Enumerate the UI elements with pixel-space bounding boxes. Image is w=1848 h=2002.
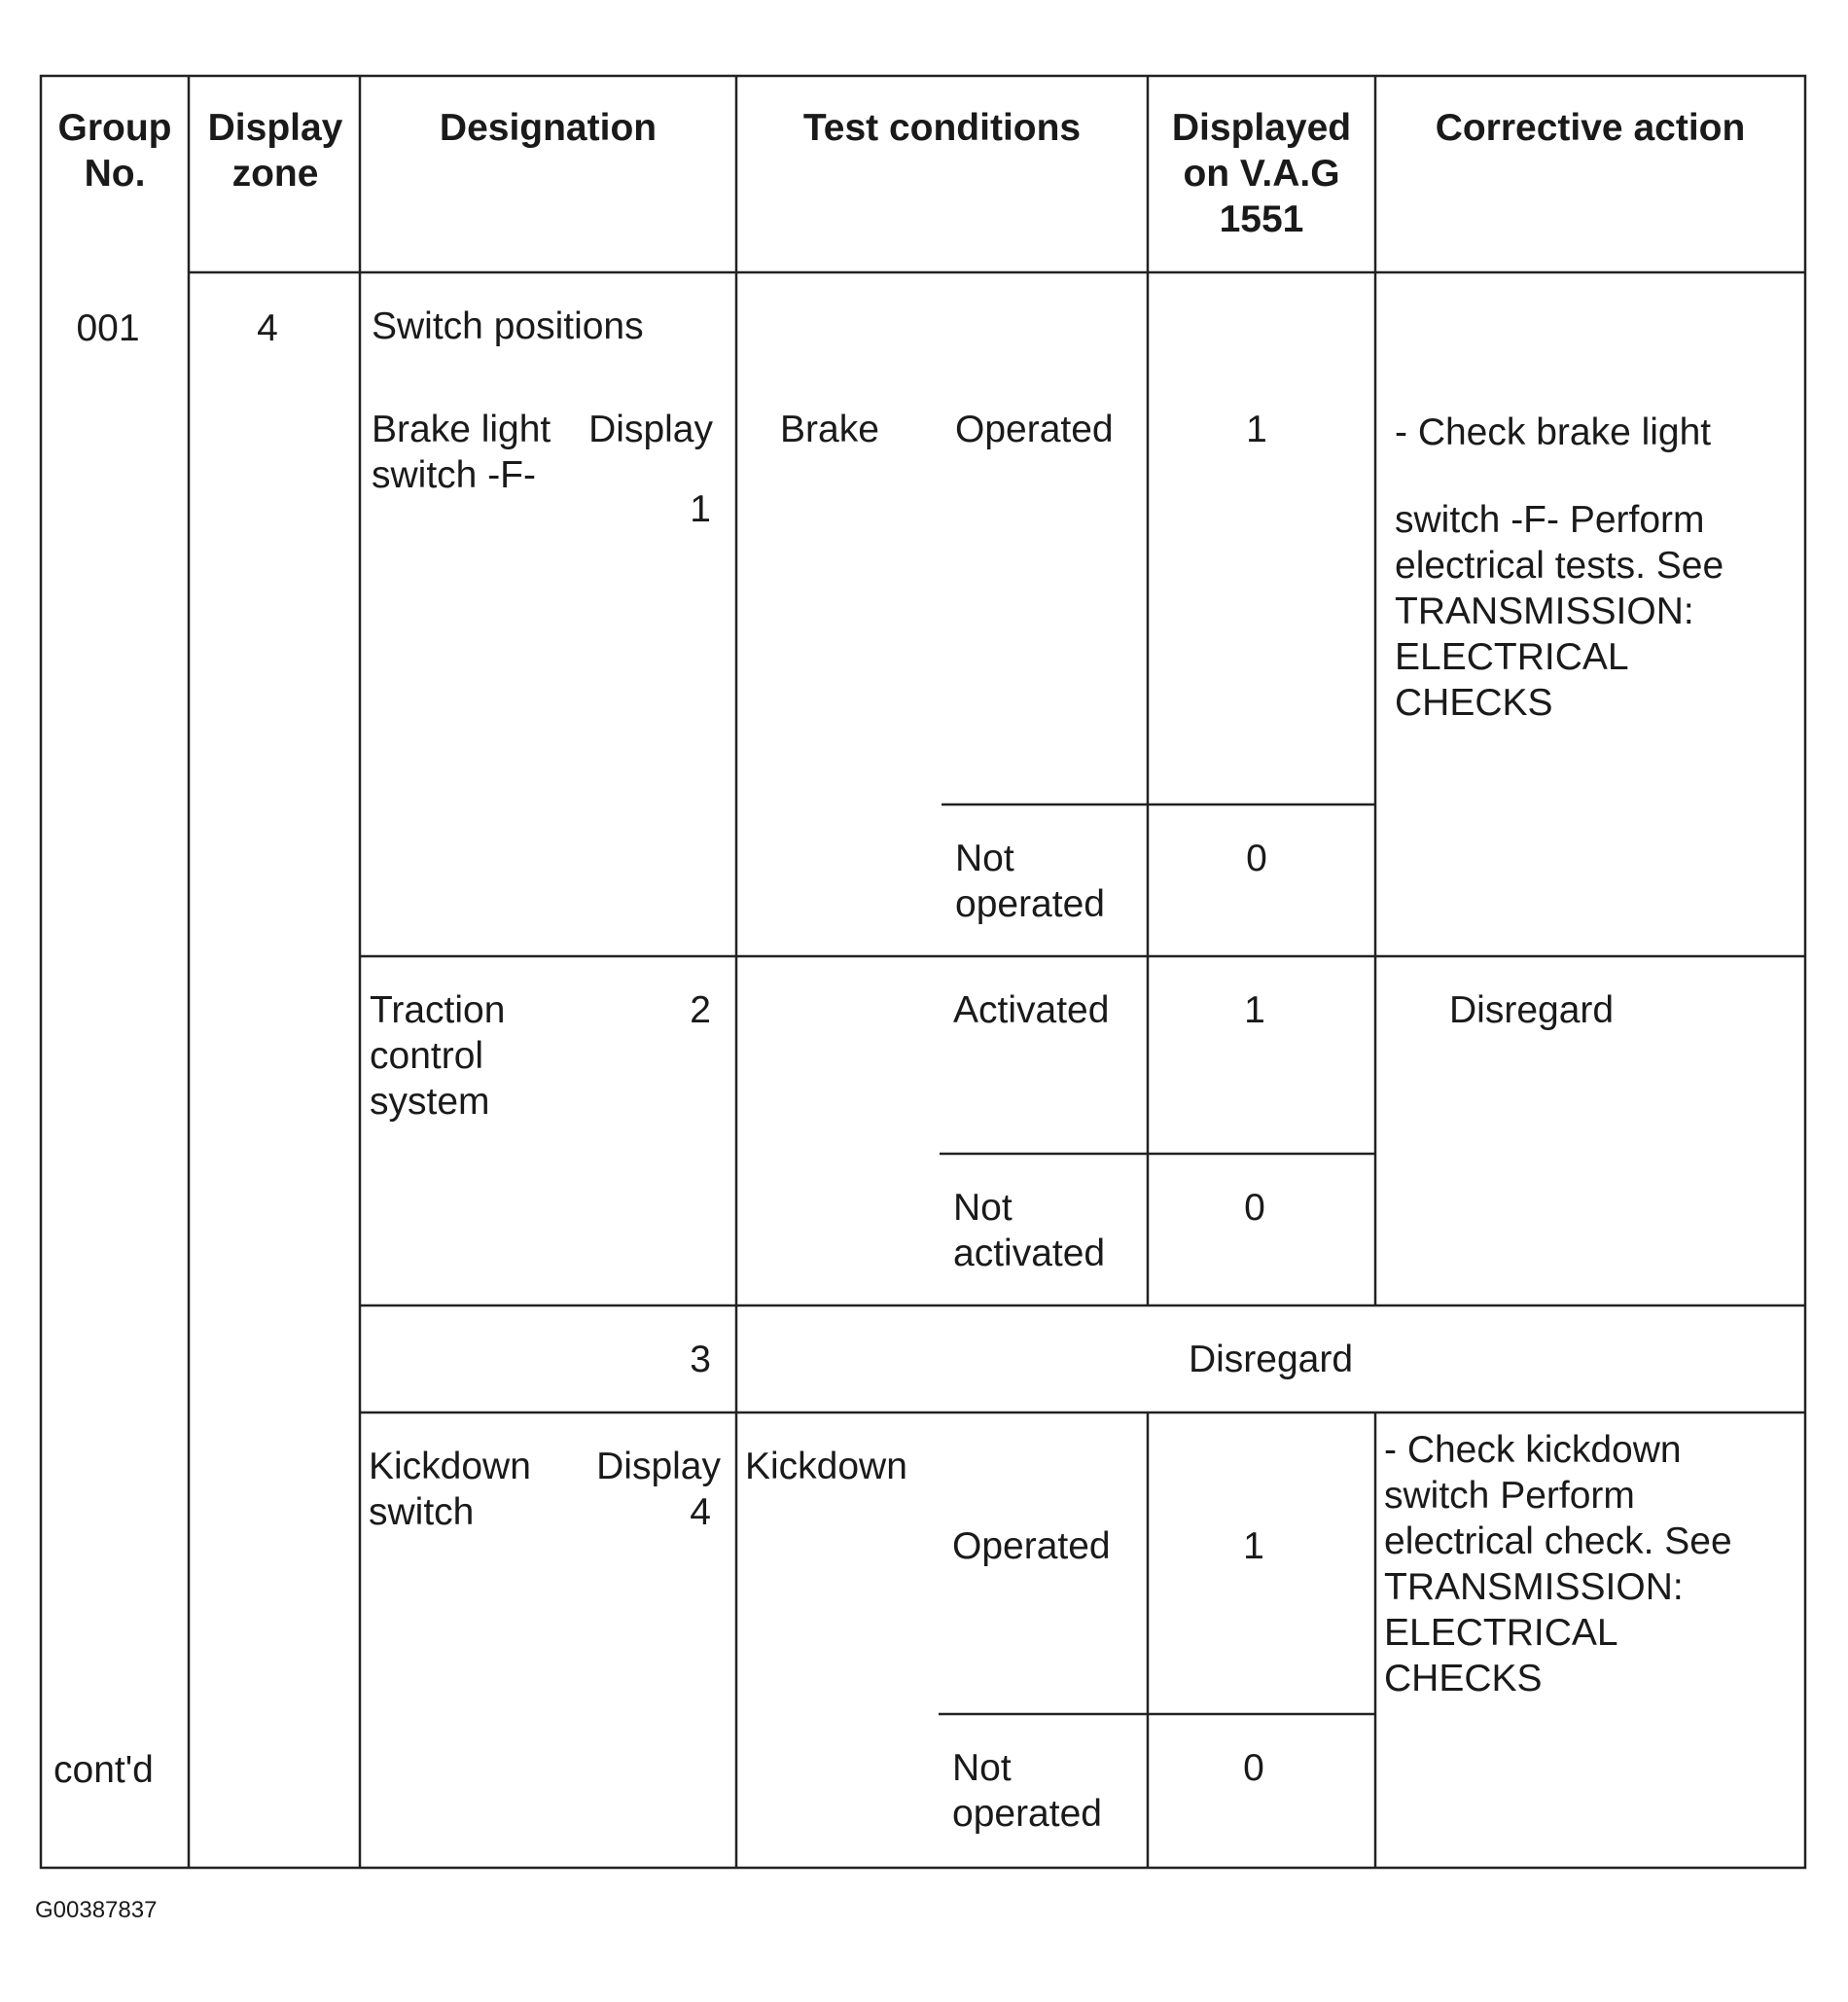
kickdown-value-off: 0 xyxy=(1243,1747,1264,1789)
switch-positions-title: Switch positions xyxy=(372,305,644,347)
brake-state-off: Not operated xyxy=(955,838,1105,925)
traction-state-on: Activated xyxy=(953,989,1110,1031)
brake-value-off: 0 xyxy=(1246,838,1267,879)
kickdown-condition: Kickdown xyxy=(745,1446,907,1487)
group-number: 001 xyxy=(76,307,140,349)
header-test-conditions: Test conditions xyxy=(802,107,1082,149)
traction-state-off: Not activated xyxy=(953,1187,1106,1274)
kickdown-display-label: Display xyxy=(596,1446,721,1487)
display-zone-value: 4 xyxy=(257,307,278,349)
traction-value-off: 0 xyxy=(1244,1187,1265,1229)
zone3-action: Disregard xyxy=(1188,1339,1354,1380)
group-contd: cont'd xyxy=(53,1749,154,1791)
kickdown-designation: Kickdown switch xyxy=(369,1446,531,1533)
traction-display-num: 2 xyxy=(690,989,711,1031)
header-designation: Designation xyxy=(439,107,657,149)
brake-condition: Brake xyxy=(780,409,879,450)
kickdown-value-on: 1 xyxy=(1243,1525,1264,1567)
brake-action-lead: - Check brake light xyxy=(1395,411,1712,453)
header-displayed-on: Displayed on V.A.G 1551 xyxy=(1171,107,1352,240)
brake-designation: Brake light switch -F- xyxy=(372,409,551,496)
header-display-zone: Display zone xyxy=(207,107,343,195)
brake-action-body: switch -F- Perform electrical tests. See TRANSMISSION: ELECTRICAL CHECKS xyxy=(1395,499,1724,724)
traction-value-on: 1 xyxy=(1244,989,1265,1031)
figure-code: G00387837 xyxy=(35,1897,158,1923)
brake-display-label: Display xyxy=(588,409,713,450)
header-group-no: Group No. xyxy=(57,107,172,195)
brake-state-on: Operated xyxy=(955,409,1114,450)
traction-action: Disregard xyxy=(1449,989,1615,1031)
kickdown-state-on: Operated xyxy=(952,1525,1111,1567)
zone3-display-num: 3 xyxy=(690,1339,711,1380)
brake-display-num: 1 xyxy=(690,488,711,530)
brake-value-on: 1 xyxy=(1246,409,1267,450)
kickdown-state-off: Not operated xyxy=(952,1747,1102,1835)
traction-designation: Traction control system xyxy=(370,989,506,1123)
kickdown-action: - Check kickdown switch Perform electrical check. See TRANSMISSION: ELECTRICAL CHECKS xyxy=(1384,1429,1732,1699)
kickdown-display-num: 4 xyxy=(690,1491,711,1533)
header-corrective-action: Corrective action xyxy=(1435,107,1746,149)
